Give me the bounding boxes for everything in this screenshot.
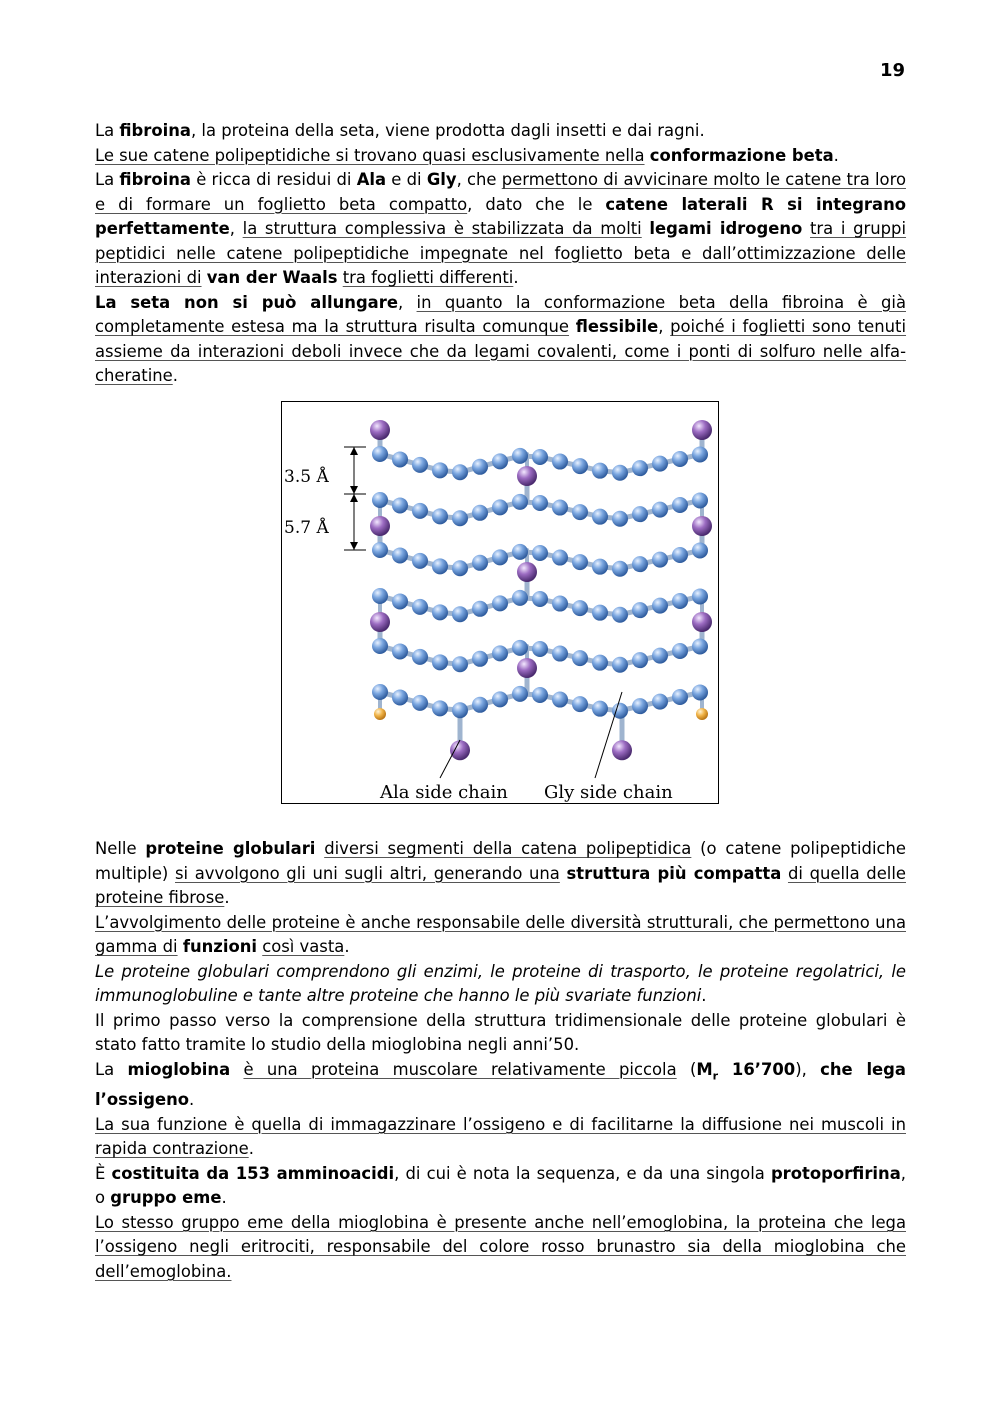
backbone-atom [652, 552, 668, 568]
backbone-atom [512, 686, 528, 702]
spacing-label-5-7: 5.7 Å [284, 518, 329, 538]
paragraph-globular-examples: Le proteine globulari comprendono gli enzimi, le proteine di trasporto, le proteine regolatrici, le immunoglobuline e tante altre proteine che hanno le più svariate funzioni. [95, 961, 906, 1005]
backbone-atom [532, 641, 548, 657]
backbone-atom [432, 654, 448, 670]
backbone-atom [372, 684, 388, 700]
backbone-atom [652, 502, 668, 518]
backbone-atom [452, 702, 468, 718]
backbone-atom [512, 494, 528, 510]
backbone-atom [532, 495, 548, 511]
backbone-atom [452, 606, 468, 622]
backbone-atom [592, 463, 608, 479]
backbone-atom [692, 446, 708, 462]
backbone-atom [612, 511, 628, 527]
backbone-atom [612, 465, 628, 481]
backbone-atom [392, 593, 408, 609]
backbone-atom [392, 643, 408, 659]
backbone-atom [572, 696, 588, 712]
arrow-head [350, 494, 358, 502]
bottom-text-section [95, 837, 906, 1284]
paragraph-myoglobin-function: La sua funzione è quella di immagazzinare l’ossigeno e di facilitarne la diffusione nei muscoli in rapida contrazione. [95, 1114, 906, 1159]
backbone-atom [472, 697, 488, 713]
beta-sheet-illustration [282, 402, 719, 804]
backbone-atom [572, 458, 588, 474]
backbone-atom [632, 652, 648, 668]
backbone-atom [372, 446, 388, 462]
ala-side-chain-atom [370, 420, 390, 440]
backbone-atom [432, 508, 448, 524]
bottom-side-chain-atom [450, 740, 470, 760]
backbone-atom [532, 545, 548, 561]
backbone-atom [632, 506, 648, 522]
gly-side-chain-atom [696, 708, 708, 720]
paragraph-beta-conformation: Le sue catene polipeptidiche si trovano quasi esclusivamente nella conformazione beta. [95, 145, 839, 165]
backbone-atom [372, 542, 388, 558]
backbone-atom [592, 701, 608, 717]
backbone-atom [472, 505, 488, 521]
backbone-atom [672, 497, 688, 513]
backbone-atom [412, 457, 428, 473]
ala-side-chain-atom [517, 562, 537, 582]
backbone-atom [412, 599, 428, 615]
backbone-atom [392, 497, 408, 513]
paragraph-fibroina-residues: La fibroina è ricca di residui di Ala e di Gly, che permettono di avvicinare molto le catene tra loro e di formare un foglietto beta compatto, dato che le catene laterali R si integrano perfettamente, la struttura complessiva è stabilizzata da molti legami idrogeno tra i gruppi peptidici nelle catene polipeptidiche impegnate nel foglietto beta e dall’ottimizzazione delle interazioni di van der Waals tra foglietti differenti. [95, 170, 907, 287]
backbone-atom [652, 694, 668, 710]
arrow-head [350, 486, 358, 494]
paragraph-myoglobin-definition: La mioglobina è una proteina muscolare relativamente piccola ($M_r$ 16’700), che lega l’ossigeno. [95, 1059, 906, 1110]
backbone-atom [692, 684, 708, 700]
backbone-atom [672, 547, 688, 563]
backbone-atom [512, 544, 528, 560]
backbone-atom [672, 593, 688, 609]
backbone-atom [432, 558, 448, 574]
backbone-atom [592, 605, 608, 621]
backbone-atom [672, 689, 688, 705]
backbone-atom [532, 687, 548, 703]
ala-side-chain-atom [692, 612, 712, 632]
backbone-atom [552, 596, 568, 612]
top-text-section [95, 119, 906, 389]
backbone-atom [372, 638, 388, 654]
beta-sheet-figure [281, 401, 719, 804]
backbone-atom [492, 595, 508, 611]
backbone-atom [672, 643, 688, 659]
backbone-atom [452, 464, 468, 480]
backbone-atom [652, 456, 668, 472]
backbone-atom [492, 453, 508, 469]
backbone-atom [492, 499, 508, 515]
backbone-atom [692, 542, 708, 558]
bottom-side-chain-atom [612, 740, 632, 760]
backbone-atom [632, 556, 648, 572]
ala-side-chain-atom [517, 658, 537, 678]
spacing-label-3-5: 3.5 Å [284, 467, 329, 487]
backbone-atom [512, 640, 528, 656]
paragraph-myoglobin-history: Il primo passo verso la comprensione della struttura tridimensionale delle proteine globulari è stato fatto tramite lo studio della mioglobina negli anni’50. [95, 1010, 906, 1054]
backbone-atom [692, 588, 708, 604]
backbone-atom [472, 651, 488, 667]
paragraph-heme-group: Lo stesso gruppo eme della mioglobina è presente anche nell’emoglobina, la proteina che lega l’ossigeno negli eritrociti, responsabile del colore rosso brunastro sia della mioglobina che dell’emoglobina. [95, 1212, 906, 1281]
ala-side-chain-atom [692, 420, 712, 440]
backbone-atom [472, 459, 488, 475]
backbone-atom [672, 451, 688, 467]
backbone-atom [552, 550, 568, 566]
ala-side-chain-atom [370, 516, 390, 536]
backbone-atom [632, 460, 648, 476]
backbone-atom [572, 600, 588, 616]
paragraph-folding-diversity: L’avvolgimento delle proteine è anche responsabile delle diversità strutturali, che permettono una gamma di funzioni così vasta. [95, 912, 906, 956]
backbone-atom [412, 695, 428, 711]
backbone-atom [512, 448, 528, 464]
backbone-atom [372, 588, 388, 604]
ala-side-chain-atom [370, 612, 390, 632]
backbone-atom [652, 648, 668, 664]
arrow-head [350, 447, 358, 455]
backbone-atom [592, 559, 608, 575]
backbone-atom [392, 689, 408, 705]
backbone-atom [612, 561, 628, 577]
backbone-atom [452, 560, 468, 576]
backbone-atom [392, 451, 408, 467]
spacing-annotations [284, 447, 366, 550]
backbone-atom [552, 692, 568, 708]
backbone-atom [572, 504, 588, 520]
backbone-atom [412, 503, 428, 519]
paragraph-fibroina-intro: La fibroina, la proteina della seta, viene prodotta dagli insetti e dai ragni. [95, 121, 705, 140]
backbone-atom [692, 492, 708, 508]
ala-side-chain-atom [692, 516, 712, 536]
backbone-atom [532, 591, 548, 607]
backbone-atom [472, 601, 488, 617]
backbone-atom [372, 492, 388, 508]
ala-side-chain-atom [517, 466, 537, 486]
chain-atoms [370, 420, 712, 760]
paragraph-myoglobin-composition: È costituita da 153 amminoacidi, di cui è nota la sequenza, e da una singola protoporfirina, o gruppo eme. [95, 1163, 906, 1208]
backbone-atom [552, 500, 568, 516]
backbone-atom [692, 638, 708, 654]
backbone-atom [572, 554, 588, 570]
backbone-atom [412, 553, 428, 569]
backbone-atom [452, 510, 468, 526]
ala-side-chain-label: Ala side chain [380, 782, 508, 803]
backbone-atom [532, 449, 548, 465]
backbone-atom [472, 555, 488, 571]
backbone-atom [492, 645, 508, 661]
gly-side-chain-label: Gly side chain [544, 782, 673, 803]
backbone-atom [612, 607, 628, 623]
backbone-atom [572, 650, 588, 666]
backbone-atom [432, 462, 448, 478]
backbone-atom [432, 604, 448, 620]
backbone-atom [632, 698, 648, 714]
backbone-atom [432, 700, 448, 716]
backbone-atom [592, 655, 608, 671]
backbone-atom [492, 549, 508, 565]
backbone-atom [412, 649, 428, 665]
gly-side-chain-atom [374, 708, 386, 720]
paragraph-silk-elasticity: La seta non si può allungare, in quanto la conformazione beta della fibroina è già completamente estesa ma la struttura risulta comunque flessibile, poiché i foglietti sono tenuti assieme da interazioni deboli invece che da legami covalenti, come i ponti di solfuro nelle alfa-cheratine. [95, 292, 907, 385]
backbone-atom [392, 547, 408, 563]
backbone-atom [492, 691, 508, 707]
backbone-atom [612, 657, 628, 673]
backbone-atom [552, 454, 568, 470]
backbone-atom [652, 598, 668, 614]
page-number: 19 [879, 60, 905, 81]
paragraph-globular-proteins: Nelle proteine globulari diversi segmenti della catena polipeptidica (o catene polipeptidiche multiple) si avvolgono gli uni sugli altri, generando una struttura più compatta di quella delle proteine fibrose. [95, 839, 906, 907]
backbone-atom [512, 590, 528, 606]
backbone-atom [552, 646, 568, 662]
backbone-atom [592, 509, 608, 525]
arrow-head [350, 542, 358, 550]
backbone-atom [632, 602, 648, 618]
backbone-atom [452, 656, 468, 672]
